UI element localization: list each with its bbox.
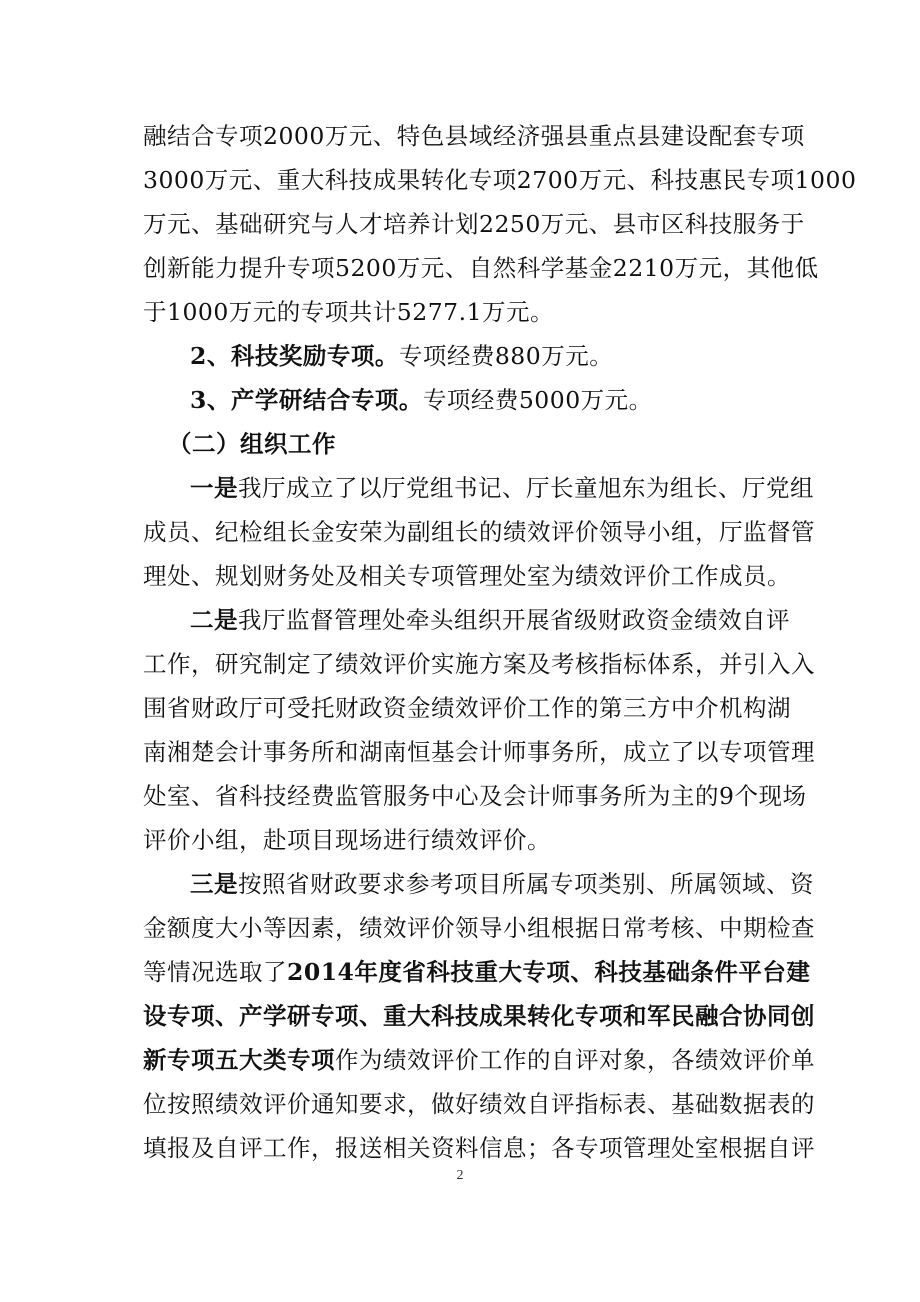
line-text: 围省财政厅可受托财政资金绩效评价工作的第三方中介机构湖 (143, 694, 791, 722)
body-line (143, 781, 807, 811)
line-text: 于1000万元的专项共计5277.1万元。 (143, 298, 555, 326)
body-line (143, 737, 815, 767)
body-line (190, 869, 830, 899)
line-text: 位按照绩效评价通知要求，做好绩效自评指标表、基础数据表的 (143, 1090, 815, 1118)
line-text: 按照省财政要求参考项目所属专项类别、所属领域、资 (238, 870, 814, 898)
body-line (143, 957, 811, 987)
line-text: 融结合专项2000万元、特色县域经济强县重点县建设配套专项 (143, 122, 805, 150)
line-text: 工作，研究制定了绩效评价实施方案及考核指标体系，并引入入 (143, 650, 815, 678)
bold-phrase: 新专项五大类专项 (143, 1046, 335, 1074)
bold-phrase: 设专项、产学研专项、重大科技成果转化专项和军民融合协同创 (143, 1002, 815, 1030)
body-line (190, 473, 830, 503)
line-text: 我厅成立了以厅党组书记、厅长童旭东为组长、厅党组 (238, 474, 814, 502)
line-text: 万元、基础研究与人才培养计划2250万元、县市区科技服务于 (143, 210, 805, 238)
line-text: 3000万元、重大科技成果转化专项2700万元、科技惠民专项1000 (143, 166, 857, 194)
body-line (143, 561, 791, 591)
item-heading: 3、产学研结合专项。 (190, 386, 423, 414)
line-text: 成员、纪检组长金安荣为副组长的绩效评价领导小组，厅监督管 (143, 518, 815, 546)
body-line (143, 1001, 815, 1031)
line-text: 处室、省科技经费监管服务中心及会计师事务所为主的9个现场 (143, 782, 807, 810)
body-line (143, 297, 783, 327)
line-text: 作为绩效评价工作的自评对象，各绩效评价单 (335, 1046, 815, 1074)
bold-phrase: 2014年度省科技重大专项、科技基础条件平台建 (287, 958, 811, 986)
body-line (143, 913, 815, 943)
line-text: 等情况选取了 (143, 958, 287, 986)
list-item-industry-research (190, 385, 830, 415)
heading-text: （二）组织工作 (168, 430, 336, 458)
lead-word: 三是 (190, 870, 238, 898)
list-item-tech-award (190, 341, 830, 371)
section-heading (168, 429, 808, 459)
line-text: 专项经费880万元。 (398, 342, 614, 370)
line-text: 理处、规划财务处及相关专项管理处室为绩效评价工作成员。 (143, 562, 791, 590)
line-text: 南湘楚会计事务所和湖南恒基会计师事务所，成立了以专项管理 (143, 738, 815, 766)
body-line (143, 693, 791, 723)
body-line (143, 209, 805, 239)
body-line (143, 253, 819, 283)
page-number: 2 (456, 1168, 464, 1183)
line-text: 金额度大小等因素，绩效评价领导小组根据日常考核、中期检查 (143, 914, 815, 942)
body-line (143, 165, 857, 195)
body-line (143, 121, 805, 151)
line-text: 创新能力提升专项5200万元、自然科学基金2210万元，其他低 (143, 254, 819, 282)
line-text: 填报及自评工作，报送相关资料信息；各专项管理处室根据自评 (143, 1134, 815, 1162)
line-text: 我厅监督管理处牵头组织开展省级财政资金绩效自评 (238, 606, 790, 634)
line-text: 专项经费5000万元。 (422, 386, 653, 414)
body-line (143, 1133, 815, 1163)
body-line (143, 1045, 815, 1075)
body-line (143, 649, 815, 679)
body-line (143, 517, 815, 547)
body-line (143, 1089, 815, 1119)
body-line (190, 605, 830, 635)
line-text: 评价小组，赴项目现场进行绩效评价。 (143, 826, 551, 854)
lead-word: 一是 (190, 474, 238, 502)
item-heading: 2、科技奖励专项。 (190, 342, 399, 370)
lead-word: 二是 (190, 606, 238, 634)
body-line (143, 825, 783, 855)
